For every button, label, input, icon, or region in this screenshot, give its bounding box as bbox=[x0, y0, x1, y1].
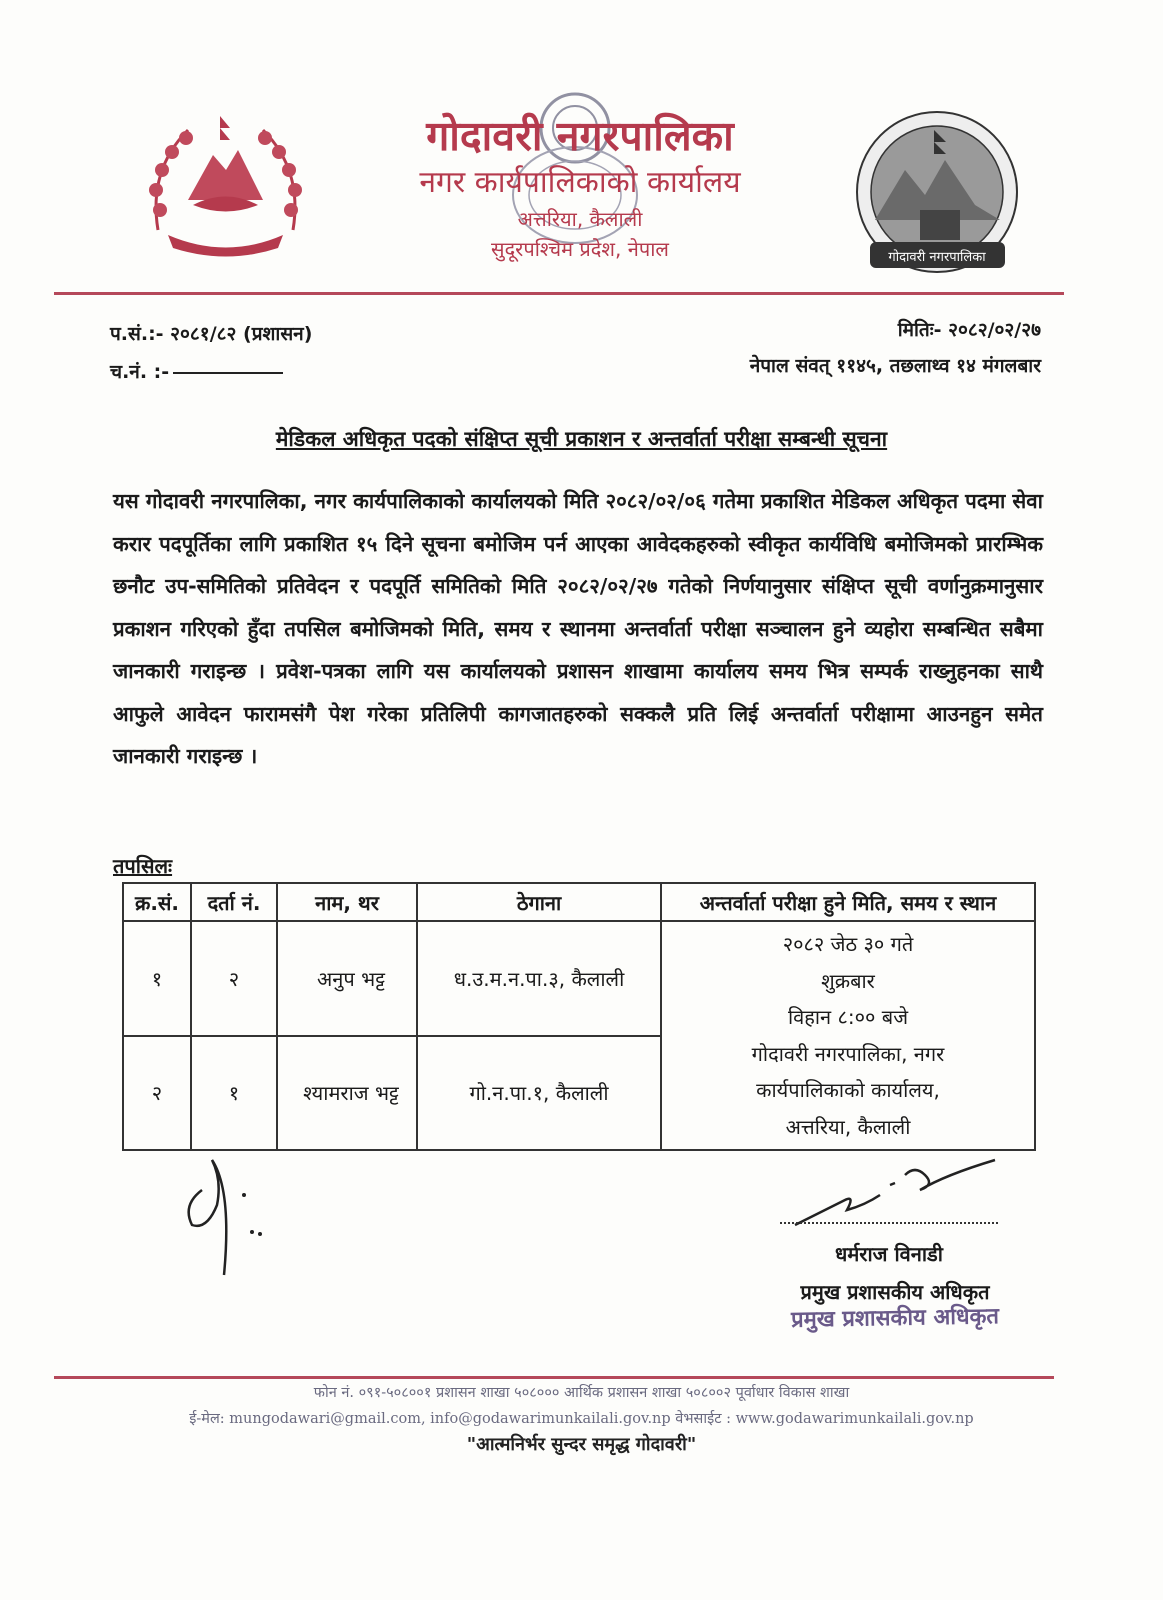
office-name: नगर कार्यपालिकाको कार्यालय bbox=[419, 165, 741, 200]
municipality-logo-icon bbox=[850, 110, 1025, 280]
address-cell: गो.न.पा.१, कैलाली bbox=[417, 1036, 661, 1151]
table-header-row bbox=[123, 883, 1035, 921]
header-address: ठेगाना bbox=[417, 883, 661, 921]
header-divider bbox=[54, 292, 1064, 295]
issue-date: मितिः- २०८२/०२/२७ bbox=[897, 319, 1041, 341]
table-row bbox=[123, 921, 1035, 1036]
notice-subject: मेडिकल अधिकृत पदको संक्षिप्त सूची प्रकाशन र अन्तर्वार्ता परीक्षा सम्बन्धी सूचना bbox=[275, 427, 888, 451]
venue-cell bbox=[661, 921, 1035, 1150]
footer-contact: ई-मेल: mungodawari@gmail.com, info@godawarimunkailali.gov.np वेभसाईट : www.godawarimunkailali.gov.np bbox=[189, 1411, 974, 1427]
serial-cell: २ bbox=[123, 1036, 191, 1151]
reg-no-cell: २ bbox=[191, 921, 277, 1036]
venue-place-3: अत्तरिया, कैलाली bbox=[785, 1114, 911, 1139]
footer-slogan: "आत्मनिर्भर सुन्दर समृद्ध गोदावरी" bbox=[466, 1434, 697, 1455]
letterhead bbox=[0, 80, 1163, 300]
serial-cell: १ bbox=[123, 921, 191, 1036]
venue-date: २०८२ जेठ ३० गते bbox=[782, 932, 914, 956]
footer-phone: फोन नं. ०९१-५०८००१ प्रशासन शाखा ५०८००० आर्थिक प्रशासन शाखा ५०८००२ पूर्वाधार विकास शाखा bbox=[313, 1385, 850, 1401]
nepal-sambat-date: नेपाल संवत् ११४५, तछलाथ्व १४ मंगलबार bbox=[749, 355, 1041, 377]
nepal-emblem-icon bbox=[138, 110, 313, 260]
reg-no-cell: १ bbox=[191, 1036, 277, 1151]
office-province: सुदूरपश्चिम प्रदेश, नेपाल bbox=[491, 237, 669, 261]
dispatch-number: च.नं. :- bbox=[110, 358, 283, 384]
signatory-name: धर्मराज विनाडी bbox=[835, 1242, 943, 1266]
venue-day: शुक्रबार bbox=[821, 968, 875, 993]
schedule-label: तपसिलः bbox=[113, 854, 173, 878]
name-cell: श्यामराज भट्ट bbox=[277, 1036, 417, 1151]
signatory-stamp: प्रमुख प्रशासकीय अधिकृत bbox=[790, 1303, 1000, 1333]
venue-place-2: कार्यपालिकाको कार्यालय, bbox=[756, 1078, 940, 1102]
municipality-name: गोदावरी नगरपालिका bbox=[426, 112, 734, 160]
address-cell: ध.उ.म.न.पा.३, कैलाली bbox=[417, 921, 661, 1036]
header-serial: क्र.सं. bbox=[123, 883, 191, 921]
logo-caption: गोदावरी नगरपालिका bbox=[888, 250, 986, 265]
notice-body: यस गोदावरी नगरपालिका, नगर कार्यपालिकाको कार्यालयको मिति २०८२/०२/०६ गतेमा प्रकाशित मेडिकल अधिकृत पदमा सेवा करार पदपूर्तिका लागि प्रकाशित १५ दिने सूचना बमोजिम पर्न आएका आवेदकहरुको स्वीकृत कार्यविधि बमोजिमको प्रारम्भिक छनौट उप-समितिको प्रतिवेदन र पदपूर्ति समितिको मिति २०८२/०२/२७ गतेको निर्णयानुसार संक्षिप्त सूची वर्णानुक्रमानुसार प्रकाशन गरिएको हुँदा तपसिल बमोजिमको मिति, समय र स्थानमा अन्तर्वार्ता परीक्षा सञ्चालन हुने व्यहोरा सम्बन्धित सबैमा जानकारी गराइन्छ । प्रवेश-पत्रका लागि यस कार्यालयको प्रशासन शाखामा कार्यालय समय भित्र सम्पर्क राख्नुहनका साथै आफुले आवेदन फारामसंगै पेश गरेका प्रतिलिपी कागजातहरुको सक्कलै प्रति लिई अन्तर्वार्ता परीक्षामा आउनहुन समेत जानकारी गराइन्छ । bbox=[113, 489, 1043, 768]
header-name: नाम, थर bbox=[277, 883, 417, 921]
initials-signature-icon bbox=[172, 1150, 282, 1280]
interview-schedule-table bbox=[122, 882, 1036, 1151]
signature-line bbox=[780, 1222, 998, 1224]
signatory-title: प्रमुख प्रशासकीय अधिकृत bbox=[800, 1280, 990, 1304]
venue-place-1: गोदावरी नगरपालिका, नगर bbox=[751, 1041, 945, 1066]
letterhead-title bbox=[340, 110, 820, 264]
venue-time: विहान ८:०० बजे bbox=[787, 1005, 909, 1029]
reference-number: प.सं.:- २०८१/८२ (प्रशासन) bbox=[110, 323, 313, 345]
office-location: अत्तरिया, कैलाली bbox=[517, 207, 643, 231]
header-venue: अन्तर्वार्ता परीक्षा हुने मिति, समय र स्थान bbox=[661, 883, 1035, 921]
header-reg-no: दर्ता नं. bbox=[191, 883, 277, 921]
name-cell: अनुप भट्ट bbox=[277, 921, 417, 1036]
footer-divider bbox=[54, 1376, 1054, 1379]
